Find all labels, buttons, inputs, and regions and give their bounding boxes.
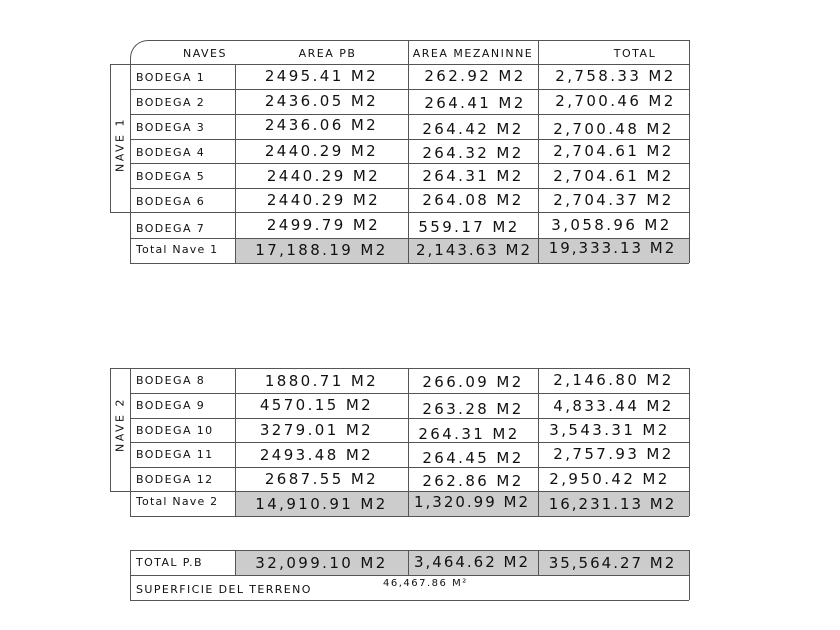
terreno-label: SUPERFICIE DEL TERRENO xyxy=(136,583,312,596)
nave1-side-label: NAVE 1 xyxy=(113,116,127,173)
cell-area-mezzanine: 266.09 M2 xyxy=(422,373,524,391)
cell-area-pb: 2499.79 M2 xyxy=(266,216,381,234)
cell-total: 2,700.48 M2 xyxy=(553,120,674,138)
nave2-total-area-pb: 14,910.91 M2 xyxy=(255,495,388,513)
cell-area-pb: 2440.29 M2 xyxy=(266,191,381,209)
header-total: TOTAL xyxy=(613,47,657,60)
grand-total-area-pb: 32,099.10 M2 xyxy=(255,554,388,572)
row-label: BODEGA 3 xyxy=(136,121,206,134)
row-label: BODEGA 7 xyxy=(136,222,206,235)
cell-area-mezzanine: 264.41 M2 xyxy=(424,94,526,112)
row-label: BODEGA 5 xyxy=(136,170,206,183)
cell-area-pb: 3279.01 M2 xyxy=(259,421,374,439)
cell-area-pb: 4570.15 M2 xyxy=(259,396,374,414)
cell-area-mezzanine: 264.32 M2 xyxy=(422,144,524,162)
cell-area-mezzanine: 559.17 M2 xyxy=(418,218,520,236)
row-label: BODEGA 12 xyxy=(136,473,214,486)
nave2-side-label: NAVE 2 xyxy=(113,396,127,453)
cell-total: 2,704.61 M2 xyxy=(553,142,674,160)
row-label: BODEGA 6 xyxy=(136,195,206,208)
nave1-total-label: Total Nave 1 xyxy=(136,243,219,256)
row-label: BODEGA 4 xyxy=(136,146,206,159)
cell-area-mezzanine: 264.08 M2 xyxy=(422,191,524,209)
cell-area-pb: 2440.29 M2 xyxy=(266,167,381,185)
cell-area-mezzanine: 264.42 M2 xyxy=(422,120,524,138)
grand-total-total: 35,564.27 M2 xyxy=(548,554,677,572)
row-label: BODEGA 11 xyxy=(136,448,214,461)
cell-total: 2,700.46 M2 xyxy=(555,92,676,110)
cell-total: 4,833.44 M2 xyxy=(553,397,674,415)
cell-total: 2,758.33 M2 xyxy=(555,67,676,85)
cell-total: 2,704.37 M2 xyxy=(553,191,674,209)
cell-area-pb: 2440.29 M2 xyxy=(264,142,379,160)
row-label: BODEGA 8 xyxy=(136,374,206,387)
nave1-total-area-pb: 17,188.19 M2 xyxy=(255,241,388,259)
row-label: BODEGA 9 xyxy=(136,399,206,412)
cell-area-mezzanine: 262.86 M2 xyxy=(422,472,524,490)
row-label: BODEGA 2 xyxy=(136,96,206,109)
cell-area-pb: 2436.05 M2 xyxy=(264,92,379,110)
nave2-total-label: Total Nave 2 xyxy=(136,495,219,508)
cell-area-mezzanine: 263.28 M2 xyxy=(422,400,524,418)
cell-total: 2,950.42 M2 xyxy=(549,470,670,488)
cell-total: 3,058.96 M2 xyxy=(551,216,672,234)
cell-total: 2,704.61 M2 xyxy=(553,167,674,185)
nave2-total-area-mezzanine: 1,320.99 M2 xyxy=(413,493,531,511)
header-area-pb: AREA PB xyxy=(298,47,357,60)
cell-area-pb: 2493.48 M2 xyxy=(259,446,374,464)
cell-area-mezzanine: 264.31 M2 xyxy=(418,425,520,443)
cell-total: 3,543.31 M2 xyxy=(549,421,670,439)
header-corner xyxy=(130,40,151,65)
cell-total: 2,757.93 M2 xyxy=(553,445,674,463)
header-naves: NAVES xyxy=(182,47,227,60)
header-area-mezzanine: AREA MEZANINNE xyxy=(412,47,534,60)
nave1-total-total: 19,333.13 M2 xyxy=(548,239,677,257)
terreno-value: 46,467.86 M² xyxy=(383,578,468,589)
cell-area-pb: 2687.55 M2 xyxy=(264,470,379,488)
cell-area-pb: 1880.71 M2 xyxy=(264,372,379,390)
cell-area-mezzanine: 262.92 M2 xyxy=(424,67,526,85)
row-label: BODEGA 1 xyxy=(136,71,206,84)
cell-area-mezzanine: 264.31 M2 xyxy=(422,167,524,185)
nave2-total-total: 16,231.13 M2 xyxy=(548,495,677,513)
grand-total-area-mezzanine: 3,464.62 M2 xyxy=(413,553,531,571)
cell-total: 2,146.80 M2 xyxy=(553,371,674,389)
nave1-total-area-mezzanine: 2,143.63 M2 xyxy=(415,241,533,259)
cell-area-mezzanine: 264.45 M2 xyxy=(422,449,524,467)
cell-area-pb: 2495.41 M2 xyxy=(264,67,379,85)
cell-area-pb: 2436.06 M2 xyxy=(264,116,379,134)
row-label: BODEGA 10 xyxy=(136,424,214,437)
grand-total-label: TOTAL P.B xyxy=(136,556,203,569)
